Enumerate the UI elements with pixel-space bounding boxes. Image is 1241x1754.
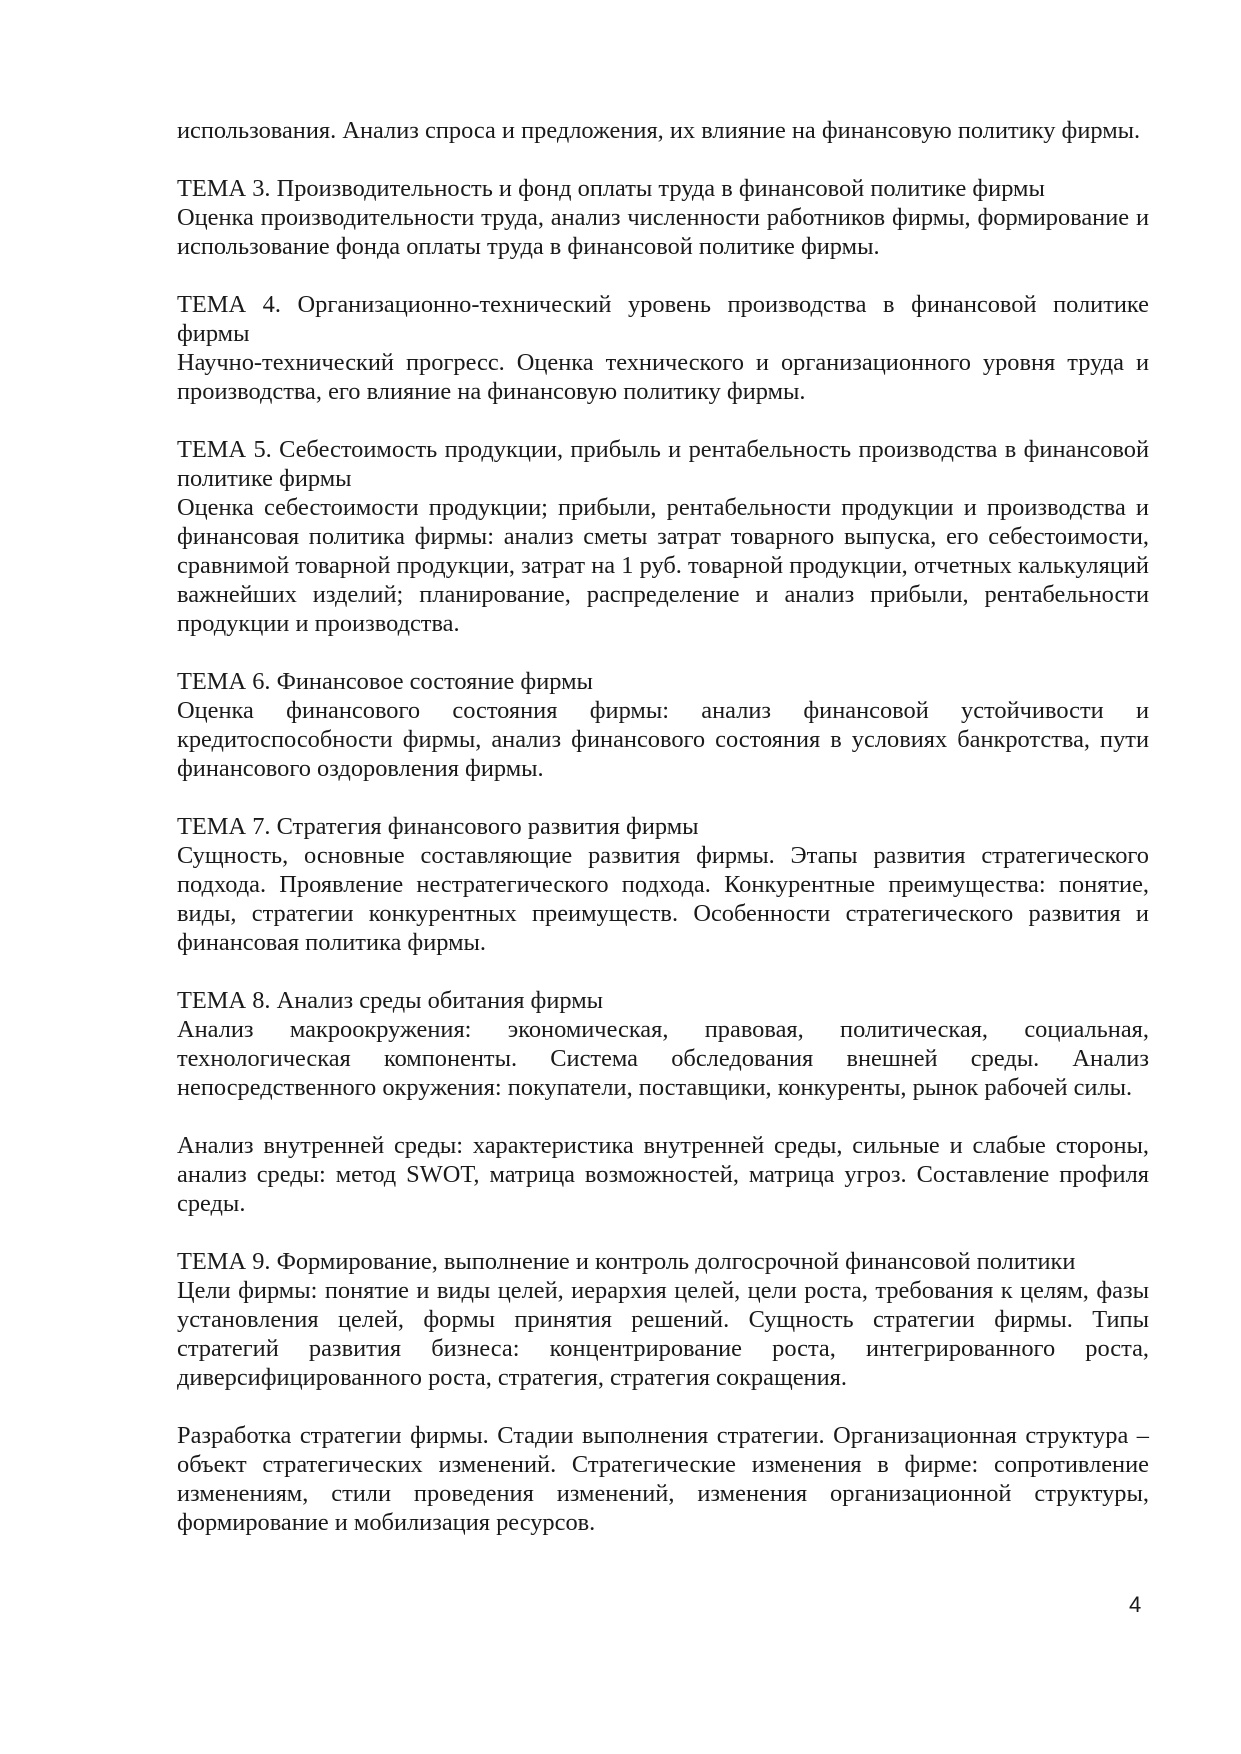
topic-5 bbox=[177, 435, 1149, 638]
topic-7 bbox=[177, 812, 1149, 957]
topic-4 bbox=[177, 290, 1149, 406]
intro-paragraph bbox=[177, 116, 1149, 145]
topic-8 bbox=[177, 986, 1149, 1102]
topic-8-heading: ТЕМА 8. Анализ среды обитания фирмы bbox=[177, 987, 604, 1014]
topic-5-heading: ТЕМА 5. Себестоимость продукции, прибыль и рентабельность производства в финансовой политике фирмы bbox=[177, 436, 1149, 492]
topic-9-body: Цели фирмы: понятие и виды целей, иерархия целей, цели роста, требования к целям, фазы установления целей, формы принятия решений. Сущность стратегии фирмы. Типы стратегий развития бизнеса: концентрирование роста, интегрированного роста, диверсифицированного роста, стратегия, стратегия сокращения. bbox=[177, 1277, 1149, 1391]
page-number: 4 bbox=[1129, 1592, 1142, 1617]
topic-6-heading: ТЕМА 6. Финансовое состояние фирмы bbox=[177, 668, 593, 695]
topic-9-continuation-body: Разработка стратегии фирмы. Стадии выполнения стратегии. Организационная структура – объект стратегических изменений. Стратегические изменения в фирме: сопротивление изменениям, стили проведения изменений, изменения организационной структуры, формирование и мобилизация ресурсов. bbox=[177, 1422, 1149, 1536]
topic-3 bbox=[177, 174, 1149, 261]
topic-6 bbox=[177, 667, 1149, 783]
topic-8-continuation bbox=[177, 1131, 1149, 1218]
topic-8-continuation-body: Анализ внутренней среды: характеристика внутренней среды, сильные и слабые стороны, анализ среды: метод SWOT, матрица возможностей, матрица угроз. Составление профиля среды. bbox=[177, 1132, 1149, 1217]
topic-3-body: Оценка производительности труда, анализ численности работников фирмы, формирование и использование фонда оплаты труда в финансовой политике фирмы. bbox=[177, 204, 1149, 260]
topic-4-body: Научно-технический прогресс. Оценка технического и организационного уровня труда и производства, его влияние на финансовую политику фирмы. bbox=[177, 349, 1149, 405]
topic-9-heading: ТЕМА 9. Формирование, выполнение и контроль долгосрочной финансовой политики bbox=[177, 1248, 1076, 1275]
topic-7-heading: ТЕМА 7. Стратегия финансового развития фирмы bbox=[177, 813, 699, 840]
topic-3-heading: ТЕМА 3. Производительность и фонд оплаты труда в финансовой политике фирмы bbox=[177, 175, 1045, 202]
topic-8-body: Анализ макроокружения: экономическая, правовая, политическая, социальная, технологическая компоненты. Система обследования внешней среды. Анализ непосредственного окружения: покупатели, поставщики, конкуренты, рынок рабочей силы. bbox=[177, 1016, 1149, 1101]
topic-6-body: Оценка финансового состояния фирмы: анализ финансовой устойчивости и кредитоспособности фирмы, анализ финансового состояния в условиях банкротства, пути финансового оздоровления фирмы. bbox=[177, 697, 1149, 782]
topic-9 bbox=[177, 1247, 1149, 1392]
topic-7-body: Сущность, основные составляющие развития фирмы. Этапы развития стратегического подхода. Проявление нестратегического подхода. Конкурентные преимущества: понятие, виды, стратегии конкурентных преимуществ. Особенности стратегического развития и финансовая политика фирмы. bbox=[177, 842, 1149, 956]
topic-5-body: Оценка себестоимости продукции; прибыли, рентабельности продукции и производства и финансовая политика фирмы: анализ сметы затрат товарного выпуска, его себестоимости, сравнимой товарной продукции, затрат на 1 руб. товарной продукции, отчетных калькуляций важнейших изделий; планирование, распределение и анализ прибыли, рентабельности продукции и производства. bbox=[177, 494, 1149, 637]
document-page bbox=[177, 116, 1149, 1566]
topic-9-continuation bbox=[177, 1421, 1149, 1537]
topic-4-heading: ТЕМА 4. Организационно-технический уровень производства в финансовой политике фирмы bbox=[177, 291, 1149, 347]
intro-text: использования. Анализ спроса и предложения, их влияние на финансовую политику фирмы. bbox=[177, 117, 1141, 144]
